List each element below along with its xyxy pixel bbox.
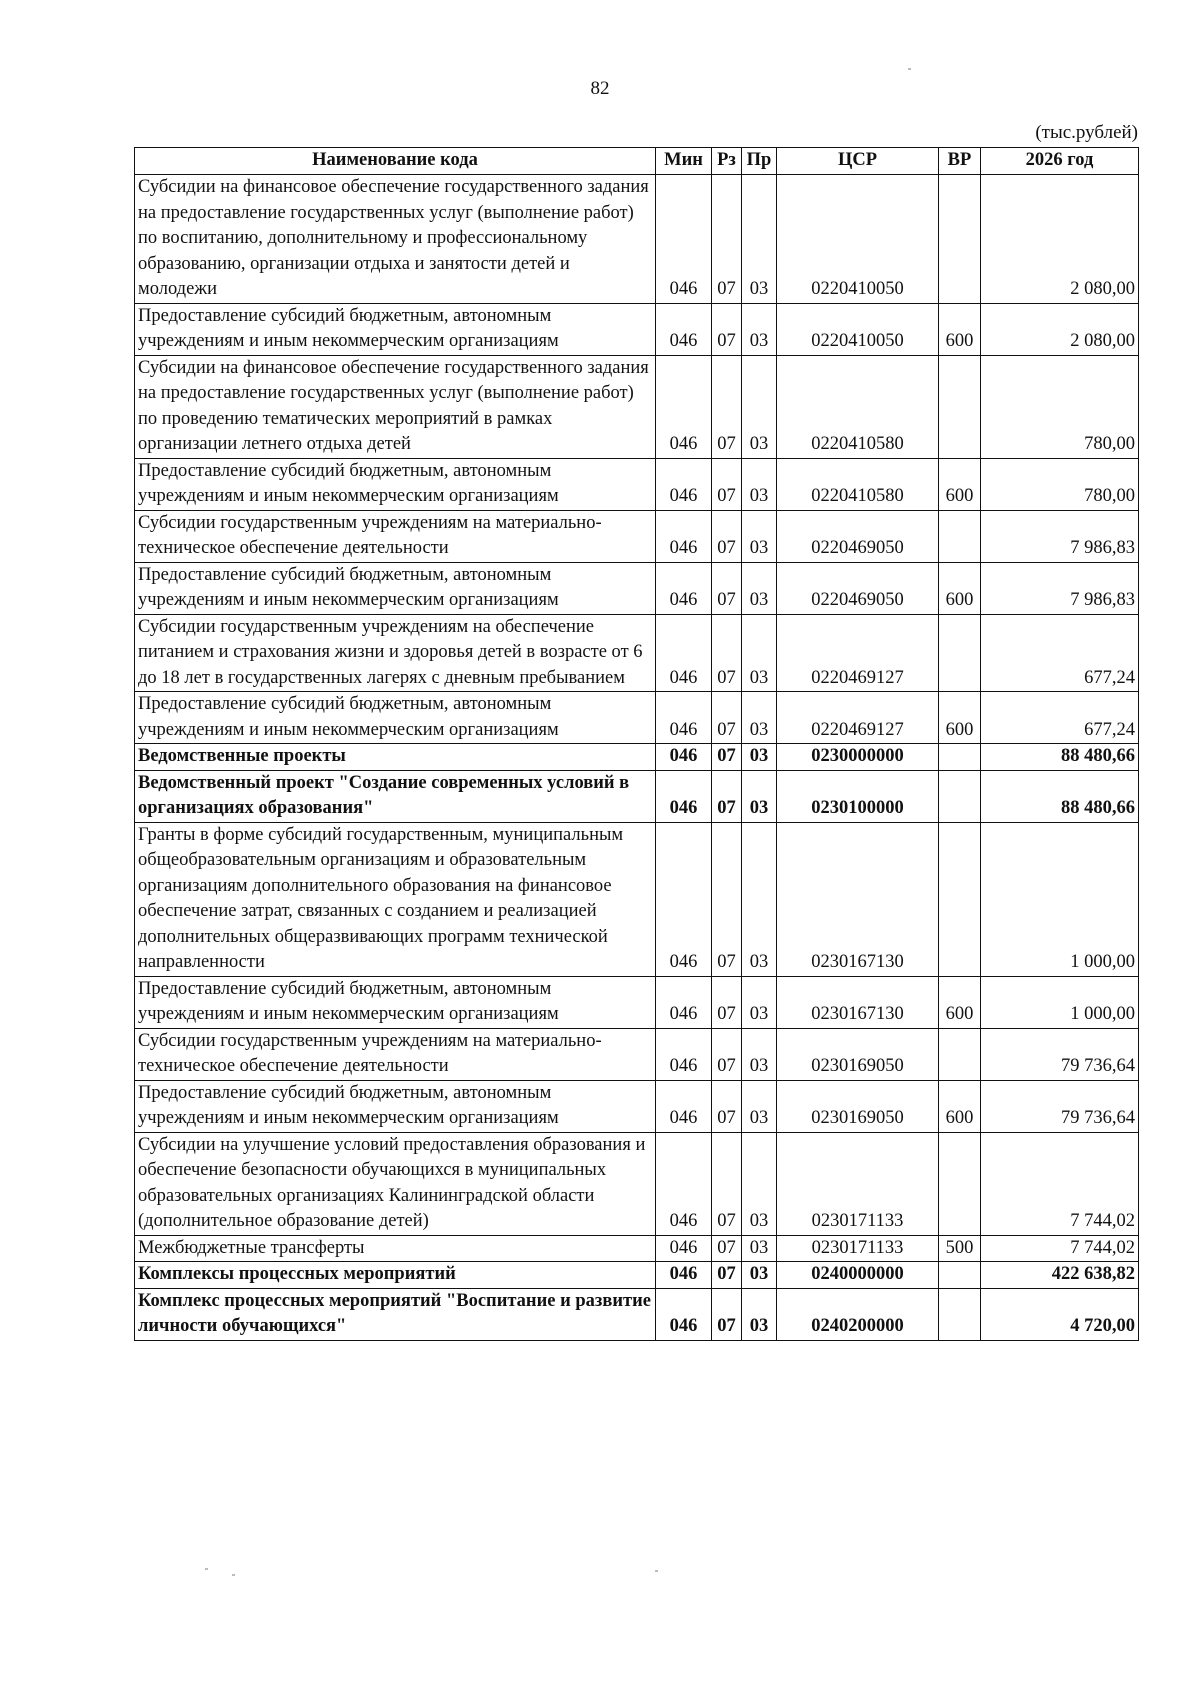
cell-pr: 03 bbox=[742, 1262, 777, 1289]
cell-rz: 07 bbox=[712, 355, 742, 458]
cell-pr: 03 bbox=[742, 1132, 777, 1235]
budget-table bbox=[134, 147, 1139, 1341]
cell-pr: 03 bbox=[742, 1080, 777, 1132]
table-body bbox=[135, 175, 1139, 1341]
cell-min: 046 bbox=[656, 744, 712, 771]
table-row bbox=[135, 1235, 1139, 1262]
cell-rz: 07 bbox=[712, 1132, 742, 1235]
cell-amount: 677,24 bbox=[981, 692, 1139, 744]
table-header-row bbox=[135, 148, 1139, 175]
cell-csr: 0220469127 bbox=[777, 692, 939, 744]
cell-rz: 07 bbox=[712, 1235, 742, 1262]
cell-name: Предоставление субсидий бюджетным, автономным учреждениям и иным некоммерческим организациям bbox=[135, 562, 656, 614]
cell-min: 046 bbox=[656, 1028, 712, 1080]
cell-name: Субсидии на финансовое обеспечение государственного задания на предоставление государственных услуг (выполнение работ) по воспитанию, дополнительному и профессиональному образованию, организации отдыха и занятости детей и молодежи bbox=[135, 175, 656, 304]
cell-min: 046 bbox=[656, 692, 712, 744]
table-row bbox=[135, 822, 1139, 976]
cell-rz: 07 bbox=[712, 303, 742, 355]
table-row bbox=[135, 175, 1139, 304]
cell-vr bbox=[939, 1288, 981, 1340]
cell-pr: 03 bbox=[742, 303, 777, 355]
scan-speck bbox=[232, 1574, 235, 1576]
cell-csr: 0220410580 bbox=[777, 355, 939, 458]
cell-min: 046 bbox=[656, 303, 712, 355]
cell-amount: 7 986,83 bbox=[981, 510, 1139, 562]
cell-pr: 03 bbox=[742, 355, 777, 458]
cell-amount: 7 744,02 bbox=[981, 1235, 1139, 1262]
cell-min: 046 bbox=[656, 510, 712, 562]
cell-csr: 0220410050 bbox=[777, 303, 939, 355]
cell-csr: 0230100000 bbox=[777, 770, 939, 822]
cell-rz: 07 bbox=[712, 770, 742, 822]
cell-amount: 780,00 bbox=[981, 355, 1139, 458]
cell-vr bbox=[939, 355, 981, 458]
cell-min: 046 bbox=[656, 355, 712, 458]
cell-name: Субсидии на улучшение условий предоставления образования и обеспечение безопасности обучающихся в муниципальных образовательных организациях Калининградской области (дополнительное образование детей) bbox=[135, 1132, 656, 1235]
cell-rz: 07 bbox=[712, 562, 742, 614]
cell-rz: 07 bbox=[712, 1262, 742, 1289]
cell-min: 046 bbox=[656, 1132, 712, 1235]
cell-vr: 600 bbox=[939, 562, 981, 614]
scan-speck bbox=[908, 68, 911, 70]
cell-pr: 03 bbox=[742, 744, 777, 771]
cell-csr: 0220410580 bbox=[777, 458, 939, 510]
cell-min: 046 bbox=[656, 458, 712, 510]
cell-name: Предоставление субсидий бюджетным, автономным учреждениям и иным некоммерческим организациям bbox=[135, 692, 656, 744]
cell-min: 046 bbox=[656, 1235, 712, 1262]
cell-vr: 600 bbox=[939, 976, 981, 1028]
cell-rz: 07 bbox=[712, 175, 742, 304]
cell-vr: 600 bbox=[939, 692, 981, 744]
header-name: Наименование кода bbox=[135, 148, 656, 175]
cell-vr bbox=[939, 1132, 981, 1235]
cell-csr: 0230167130 bbox=[777, 822, 939, 976]
cell-min: 046 bbox=[656, 822, 712, 976]
cell-rz: 07 bbox=[712, 510, 742, 562]
table-row bbox=[135, 1132, 1139, 1235]
cell-amount: 88 480,66 bbox=[981, 744, 1139, 771]
cell-amount: 780,00 bbox=[981, 458, 1139, 510]
cell-csr: 0230169050 bbox=[777, 1080, 939, 1132]
cell-rz: 07 bbox=[712, 614, 742, 692]
cell-min: 046 bbox=[656, 770, 712, 822]
cell-min: 046 bbox=[656, 562, 712, 614]
header-rz: Рз bbox=[712, 148, 742, 175]
table-row bbox=[135, 1028, 1139, 1080]
cell-vr bbox=[939, 744, 981, 771]
table-row bbox=[135, 303, 1139, 355]
cell-rz: 07 bbox=[712, 458, 742, 510]
cell-vr: 600 bbox=[939, 303, 981, 355]
scan-speck bbox=[655, 1570, 658, 1572]
cell-pr: 03 bbox=[742, 822, 777, 976]
cell-min: 046 bbox=[656, 976, 712, 1028]
cell-name: Субсидии государственным учреждениям на материально-техническое обеспечение деятельности bbox=[135, 510, 656, 562]
cell-name: Субсидии на финансовое обеспечение государственного задания на предоставление государственных услуг (выполнение работ) по проведению тематических мероприятий в рамках организации летнего отдыха детей bbox=[135, 355, 656, 458]
cell-vr bbox=[939, 1028, 981, 1080]
cell-pr: 03 bbox=[742, 510, 777, 562]
cell-name: Ведомственные проекты bbox=[135, 744, 656, 771]
cell-csr: 0240200000 bbox=[777, 1288, 939, 1340]
cell-vr: 500 bbox=[939, 1235, 981, 1262]
cell-min: 046 bbox=[656, 614, 712, 692]
cell-csr: 0220410050 bbox=[777, 175, 939, 304]
cell-name: Предоставление субсидий бюджетным, автономным учреждениям и иным некоммерческим организациям bbox=[135, 458, 656, 510]
cell-amount: 2 080,00 bbox=[981, 175, 1139, 304]
cell-pr: 03 bbox=[742, 614, 777, 692]
table-row bbox=[135, 355, 1139, 458]
table-row bbox=[135, 510, 1139, 562]
header-pr: Пр bbox=[742, 148, 777, 175]
cell-rz: 07 bbox=[712, 976, 742, 1028]
cell-csr: 0230167130 bbox=[777, 976, 939, 1028]
cell-name: Предоставление субсидий бюджетным, автономным учреждениям и иным некоммерческим организациям bbox=[135, 303, 656, 355]
page-number: 82 bbox=[590, 78, 610, 99]
cell-name: Предоставление субсидий бюджетным, автономным учреждениям и иным некоммерческим организациям bbox=[135, 1080, 656, 1132]
cell-amount: 79 736,64 bbox=[981, 1080, 1139, 1132]
table-row bbox=[135, 692, 1139, 744]
cell-min: 046 bbox=[656, 175, 712, 304]
cell-pr: 03 bbox=[742, 1288, 777, 1340]
cell-amount: 7 986,83 bbox=[981, 562, 1139, 614]
cell-name: Ведомственный проект "Создание современных условий в организациях образования" bbox=[135, 770, 656, 822]
cell-pr: 03 bbox=[742, 770, 777, 822]
cell-name: Межбюджетные трансферты bbox=[135, 1235, 656, 1262]
cell-rz: 07 bbox=[712, 822, 742, 976]
cell-vr bbox=[939, 614, 981, 692]
table-row bbox=[135, 458, 1139, 510]
cell-vr bbox=[939, 510, 981, 562]
cell-name: Субсидии государственным учреждениям на материально-техническое обеспечение деятельности bbox=[135, 1028, 656, 1080]
units-label: (тыс.рублей) bbox=[1035, 122, 1138, 143]
cell-vr: 600 bbox=[939, 1080, 981, 1132]
cell-pr: 03 bbox=[742, 1028, 777, 1080]
cell-csr: 0230000000 bbox=[777, 744, 939, 771]
cell-csr: 0220469050 bbox=[777, 510, 939, 562]
cell-amount: 7 744,02 bbox=[981, 1132, 1139, 1235]
cell-csr: 0230169050 bbox=[777, 1028, 939, 1080]
table-row bbox=[135, 744, 1139, 771]
cell-name: Гранты в форме субсидий государственным, муниципальным общеобразовательным организациям и образовательным организациям дополнительного образования на финансовое обеспечение затрат, связанных с созданием и реализацией дополнительных общеразвивающих программ технической направленности bbox=[135, 822, 656, 976]
cell-vr bbox=[939, 175, 981, 304]
cell-csr: 0240000000 bbox=[777, 1262, 939, 1289]
cell-amount: 1 000,00 bbox=[981, 822, 1139, 976]
cell-amount: 1 000,00 bbox=[981, 976, 1139, 1028]
cell-amount: 88 480,66 bbox=[981, 770, 1139, 822]
cell-vr bbox=[939, 770, 981, 822]
cell-name: Предоставление субсидий бюджетным, автономным учреждениям и иным некоммерческим организациям bbox=[135, 976, 656, 1028]
cell-csr: 0230171133 bbox=[777, 1235, 939, 1262]
table-row bbox=[135, 562, 1139, 614]
header-amount: 2026 год bbox=[981, 148, 1139, 175]
table-row bbox=[135, 976, 1139, 1028]
cell-rz: 07 bbox=[712, 1288, 742, 1340]
cell-rz: 07 bbox=[712, 1080, 742, 1132]
cell-name: Комплексы процессных мероприятий bbox=[135, 1262, 656, 1289]
cell-amount: 79 736,64 bbox=[981, 1028, 1139, 1080]
cell-pr: 03 bbox=[742, 1235, 777, 1262]
cell-pr: 03 bbox=[742, 175, 777, 304]
cell-pr: 03 bbox=[742, 562, 777, 614]
cell-vr bbox=[939, 1262, 981, 1289]
cell-amount: 2 080,00 bbox=[981, 303, 1139, 355]
cell-pr: 03 bbox=[742, 458, 777, 510]
cell-rz: 07 bbox=[712, 1028, 742, 1080]
cell-rz: 07 bbox=[712, 744, 742, 771]
cell-min: 046 bbox=[656, 1262, 712, 1289]
cell-vr: 600 bbox=[939, 458, 981, 510]
cell-min: 046 bbox=[656, 1288, 712, 1340]
cell-rz: 07 bbox=[712, 692, 742, 744]
header-vr: ВР bbox=[939, 148, 981, 175]
cell-vr bbox=[939, 822, 981, 976]
cell-csr: 0220469050 bbox=[777, 562, 939, 614]
table-row bbox=[135, 614, 1139, 692]
cell-min: 046 bbox=[656, 1080, 712, 1132]
cell-name: Комплекс процессных мероприятий "Воспитание и развитие личности обучающихся" bbox=[135, 1288, 656, 1340]
table-row bbox=[135, 770, 1139, 822]
header-csr: ЦСР bbox=[777, 148, 939, 175]
cell-pr: 03 bbox=[742, 692, 777, 744]
cell-amount: 677,24 bbox=[981, 614, 1139, 692]
cell-csr: 0230171133 bbox=[777, 1132, 939, 1235]
table-row bbox=[135, 1262, 1139, 1289]
cell-pr: 03 bbox=[742, 976, 777, 1028]
cell-name: Субсидии государственным учреждениям на обеспечение питанием и страхования жизни и здоровья детей в возрасте от 6 до 18 лет в государственных лагерях с дневным пребыванием bbox=[135, 614, 656, 692]
scan-speck bbox=[205, 1568, 208, 1570]
header-min: Мин bbox=[656, 148, 712, 175]
cell-csr: 0220469127 bbox=[777, 614, 939, 692]
cell-amount: 422 638,82 bbox=[981, 1262, 1139, 1289]
table-row bbox=[135, 1080, 1139, 1132]
cell-amount: 4 720,00 bbox=[981, 1288, 1139, 1340]
table-row bbox=[135, 1288, 1139, 1340]
